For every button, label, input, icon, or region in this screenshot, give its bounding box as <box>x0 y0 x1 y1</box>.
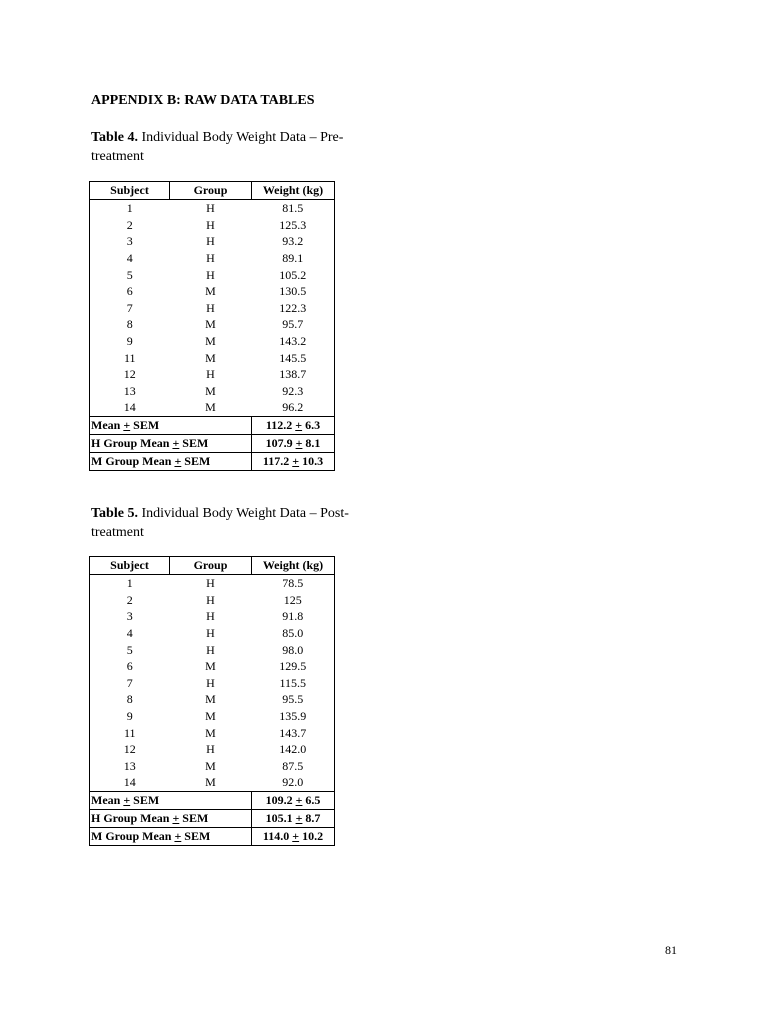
table5-header-weight: Weight (kg) <box>252 557 335 575</box>
summary-mean: 112.2 <box>265 418 293 433</box>
table5-header-subject: Subject <box>90 557 170 575</box>
table4-caption <box>91 128 351 166</box>
table-row <box>90 758 335 775</box>
summary-label-text: H Group Mean <box>91 811 173 826</box>
summary-label-suffix: SEM <box>130 793 160 808</box>
summary-label <box>90 809 252 827</box>
cell-weight: 95.5 <box>252 691 335 708</box>
cell-subject: 1 <box>90 200 170 217</box>
table-row <box>90 349 335 366</box>
plus-minus-symbol: + <box>292 454 300 469</box>
summary-value <box>252 809 335 827</box>
cell-weight: 115.5 <box>252 675 335 692</box>
cell-group: H <box>206 592 215 607</box>
cell-group: H <box>206 267 215 282</box>
table5-caption-text: Individual Body Weight Data – Post-treatment <box>91 506 349 540</box>
cell-subject: 12 <box>90 741 170 758</box>
summary-label-text: H Group Mean <box>91 436 173 451</box>
cell-weight: 93.2 <box>252 233 335 250</box>
cell-subject: 13 <box>90 383 170 400</box>
summary-mean: 114.0 <box>262 829 290 844</box>
table-row <box>90 575 335 592</box>
cell-weight: 122.3 <box>252 300 335 317</box>
cell-subject: 11 <box>90 724 170 741</box>
cell-weight: 95.7 <box>252 316 335 333</box>
table-row <box>90 608 335 625</box>
cell-weight: 125.3 <box>252 217 335 234</box>
table-row <box>90 708 335 725</box>
plus-minus-symbol: + <box>292 829 300 844</box>
cell-subject: 3 <box>90 608 170 625</box>
summary-row <box>90 416 335 434</box>
table-row <box>90 625 335 642</box>
cell-group: M <box>205 350 216 365</box>
plus-minus-symbol: + <box>295 793 303 808</box>
plus-minus-symbol: + <box>295 418 303 433</box>
summary-row <box>90 827 335 845</box>
cell-group: H <box>206 626 215 641</box>
plus-minus-symbol: + <box>123 418 131 433</box>
cell-weight: 143.2 <box>252 333 335 350</box>
table-row <box>90 200 335 217</box>
cell-subject: 6 <box>90 283 170 300</box>
plus-minus-symbol: + <box>174 829 182 844</box>
cell-group: H <box>206 742 215 757</box>
cell-subject: 13 <box>90 758 170 775</box>
summary-row <box>90 809 335 827</box>
summary-sem: 8.7 <box>305 811 321 826</box>
cell-subject: 2 <box>90 217 170 234</box>
cell-weight: 87.5 <box>252 758 335 775</box>
plus-minus-symbol: + <box>172 436 180 451</box>
summary-value <box>252 434 335 452</box>
table-row <box>90 724 335 741</box>
plus-minus-symbol: + <box>295 811 303 826</box>
summary-sem: 6.3 <box>305 418 321 433</box>
table-row <box>90 233 335 250</box>
summary-value <box>252 827 335 845</box>
plus-minus-symbol: + <box>174 454 182 469</box>
cell-weight: 78.5 <box>252 575 335 592</box>
cell-group: H <box>206 300 215 315</box>
table-row <box>90 316 335 333</box>
table-row <box>90 658 335 675</box>
cell-weight: 89.1 <box>252 250 335 267</box>
cell-subject: 8 <box>90 691 170 708</box>
table-row <box>90 266 335 283</box>
summary-label <box>90 452 252 470</box>
cell-group: H <box>206 675 215 690</box>
summary-row <box>90 452 335 470</box>
summary-label-suffix: SEM <box>181 829 211 844</box>
table-row <box>90 691 335 708</box>
table4-header-row <box>90 182 335 200</box>
page-number: 81 <box>665 943 677 957</box>
table-row <box>90 592 335 609</box>
cell-subject: 5 <box>90 641 170 658</box>
cell-group: H <box>206 251 215 266</box>
plus-minus-symbol: + <box>172 811 180 826</box>
table5-header-group: Group <box>170 557 252 575</box>
cell-group: H <box>206 609 215 624</box>
table-row <box>90 283 335 300</box>
table4-header-weight: Weight (kg) <box>252 182 335 200</box>
cell-group: M <box>205 659 216 674</box>
cell-weight: 125 <box>252 592 335 609</box>
cell-weight: 81.5 <box>252 200 335 217</box>
table-row <box>90 383 335 400</box>
summary-sem: 8.1 <box>305 436 321 451</box>
cell-subject: 2 <box>90 592 170 609</box>
summary-label-text: Mean <box>91 418 124 433</box>
summary-label <box>90 791 252 809</box>
summary-label <box>90 434 252 452</box>
summary-value <box>252 791 335 809</box>
cell-group: M <box>205 775 216 790</box>
cell-group: H <box>206 234 215 249</box>
cell-group: M <box>205 725 216 740</box>
table5-header-row <box>90 557 335 575</box>
summary-value <box>252 452 335 470</box>
cell-group: H <box>206 576 215 591</box>
summary-label-suffix: SEM <box>181 454 211 469</box>
cell-subject: 4 <box>90 250 170 267</box>
summary-label <box>90 827 252 845</box>
cell-subject: 11 <box>90 349 170 366</box>
cell-subject: 1 <box>90 575 170 592</box>
table-row <box>90 300 335 317</box>
summary-label <box>90 416 252 434</box>
cell-weight: 96.2 <box>252 399 335 416</box>
cell-subject: 14 <box>90 399 170 416</box>
plus-minus-symbol: + <box>295 436 303 451</box>
cell-subject: 7 <box>90 675 170 692</box>
table-row <box>90 399 335 416</box>
summary-mean: 117.2 <box>262 454 290 469</box>
cell-group: M <box>205 284 216 299</box>
cell-subject: 4 <box>90 625 170 642</box>
cell-weight: 85.0 <box>252 625 335 642</box>
table-row <box>90 333 335 350</box>
table5-caption-label: Table 5. <box>91 506 138 521</box>
table-row <box>90 217 335 234</box>
cell-weight: 130.5 <box>252 283 335 300</box>
cell-subject: 12 <box>90 366 170 383</box>
cell-weight: 91.8 <box>252 608 335 625</box>
cell-subject: 5 <box>90 266 170 283</box>
cell-weight: 142.0 <box>252 741 335 758</box>
cell-weight: 105.2 <box>252 266 335 283</box>
appendix-heading: APPENDIX B: RAW DATA TABLES <box>91 93 315 108</box>
cell-weight: 92.0 <box>252 774 335 791</box>
summary-label-suffix: SEM <box>179 436 209 451</box>
cell-group: M <box>205 709 216 724</box>
table5-caption <box>91 504 351 542</box>
cell-group: M <box>205 692 216 707</box>
table4-caption-label: Table 4. <box>91 130 138 145</box>
cell-subject: 14 <box>90 774 170 791</box>
cell-subject: 9 <box>90 708 170 725</box>
cell-weight: 135.9 <box>252 708 335 725</box>
summary-label-suffix: SEM <box>130 418 160 433</box>
table4-caption-text: Individual Body Weight Data – Pre-treatment <box>91 130 344 164</box>
cell-subject: 8 <box>90 316 170 333</box>
cell-group: M <box>205 317 216 332</box>
summary-label-suffix: SEM <box>179 811 209 826</box>
summary-mean: 105.1 <box>265 811 293 826</box>
cell-weight: 138.7 <box>252 366 335 383</box>
table-row <box>90 774 335 791</box>
table-row <box>90 641 335 658</box>
cell-group: M <box>205 334 216 349</box>
cell-group: M <box>205 383 216 398</box>
cell-subject: 3 <box>90 233 170 250</box>
table-row <box>90 675 335 692</box>
summary-row <box>90 791 335 809</box>
table4-header-group: Group <box>170 182 252 200</box>
cell-weight: 143.7 <box>252 724 335 741</box>
summary-sem: 10.2 <box>302 829 324 844</box>
cell-group: H <box>206 367 215 382</box>
cell-weight: 98.0 <box>252 641 335 658</box>
summary-value <box>252 416 335 434</box>
cell-group: H <box>206 642 215 657</box>
cell-subject: 9 <box>90 333 170 350</box>
table-row <box>90 741 335 758</box>
plus-minus-symbol: + <box>123 793 131 808</box>
table4-header-subject: Subject <box>90 182 170 200</box>
table5 <box>89 556 335 846</box>
cell-weight: 145.5 <box>252 349 335 366</box>
summary-label-text: M Group Mean <box>91 454 175 469</box>
cell-group: H <box>206 217 215 232</box>
cell-subject: 6 <box>90 658 170 675</box>
cell-weight: 129.5 <box>252 658 335 675</box>
summary-mean: 107.9 <box>265 436 293 451</box>
cell-group: H <box>206 201 215 216</box>
summary-label-text: Mean <box>91 793 124 808</box>
table-row <box>90 250 335 267</box>
summary-row <box>90 434 335 452</box>
summary-label-text: M Group Mean <box>91 829 175 844</box>
cell-group: M <box>205 758 216 773</box>
table4 <box>89 181 335 471</box>
summary-sem: 6.5 <box>305 793 321 808</box>
table-row <box>90 366 335 383</box>
cell-group: M <box>205 400 216 415</box>
cell-weight: 92.3 <box>252 383 335 400</box>
summary-sem: 10.3 <box>302 454 324 469</box>
cell-subject: 7 <box>90 300 170 317</box>
summary-mean: 109.2 <box>265 793 293 808</box>
